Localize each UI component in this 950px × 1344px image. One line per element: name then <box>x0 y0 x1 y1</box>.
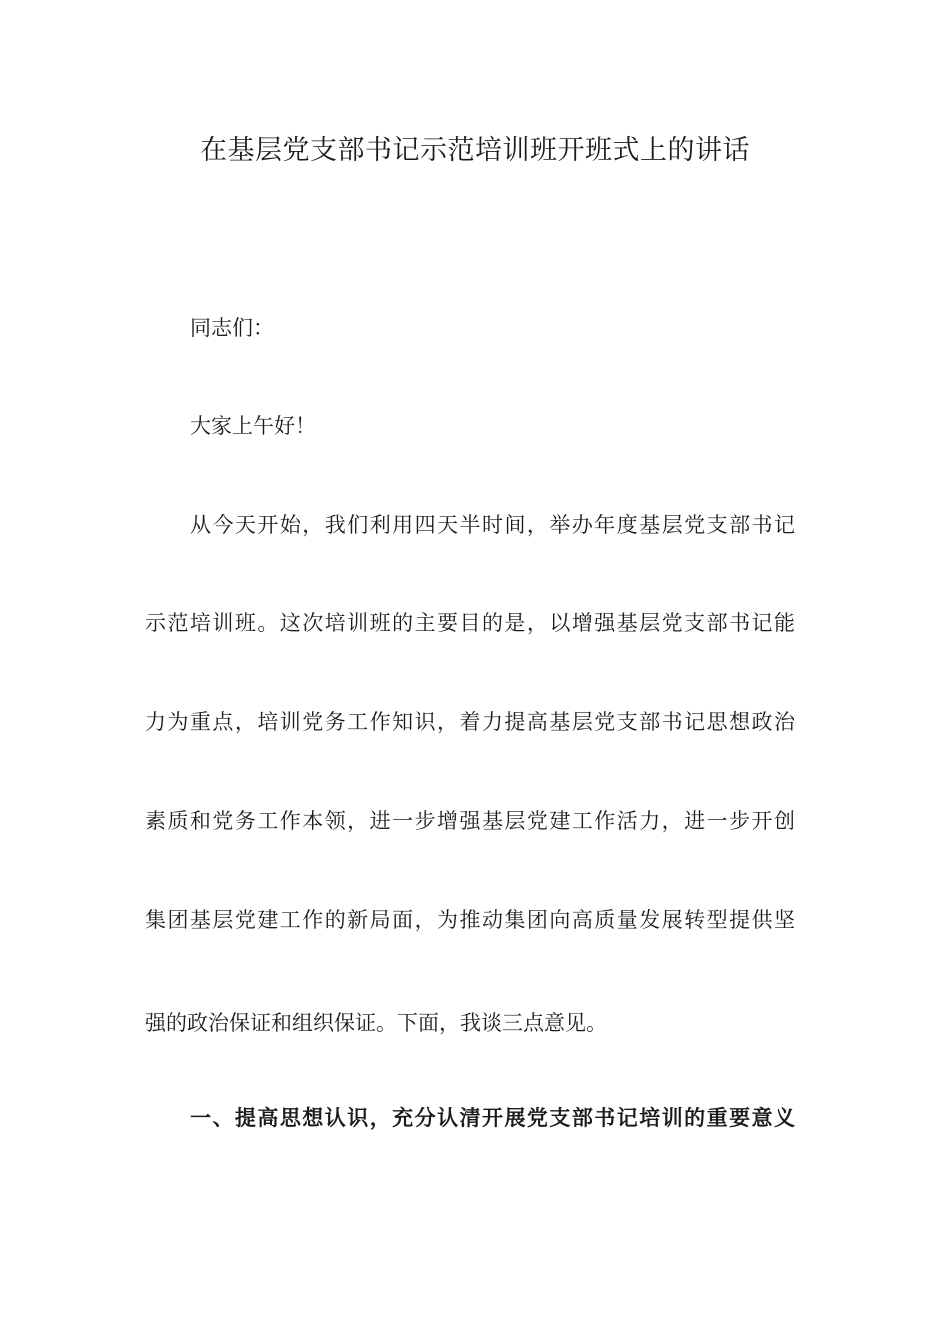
paragraph-line: 集团基层党建工作的新局面，为推动集团向高质量发展转型提供坚 <box>145 908 795 932</box>
greeting: 大家上午好！ <box>190 414 316 438</box>
salutation: 同志们： <box>190 316 274 340</box>
paragraph-line: 素质和党务工作本领，进一步增强基层党建工作活力，进一步开创 <box>145 809 795 833</box>
paragraph-line: 强的政治保证和组织保证。下面，我谈三点意见。 <box>145 1011 607 1035</box>
paragraph-line: 力为重点，培训党务工作知识，着力提高基层党支部书记思想政治 <box>145 710 795 734</box>
paragraph-line: 示范培训班。这次培训班的主要目的是，以增强基层党支部书记能 <box>145 611 795 635</box>
document-title: 在基层党支部书记示范培训班开班式上的讲话 <box>200 135 750 166</box>
section-heading: 一、提高思想认识，充分认清开展党支部书记培训的重要意义 <box>190 1105 795 1130</box>
paragraph-line: 从今天开始，我们利用四天半时间，举办年度基层党支部书记 <box>190 513 795 537</box>
